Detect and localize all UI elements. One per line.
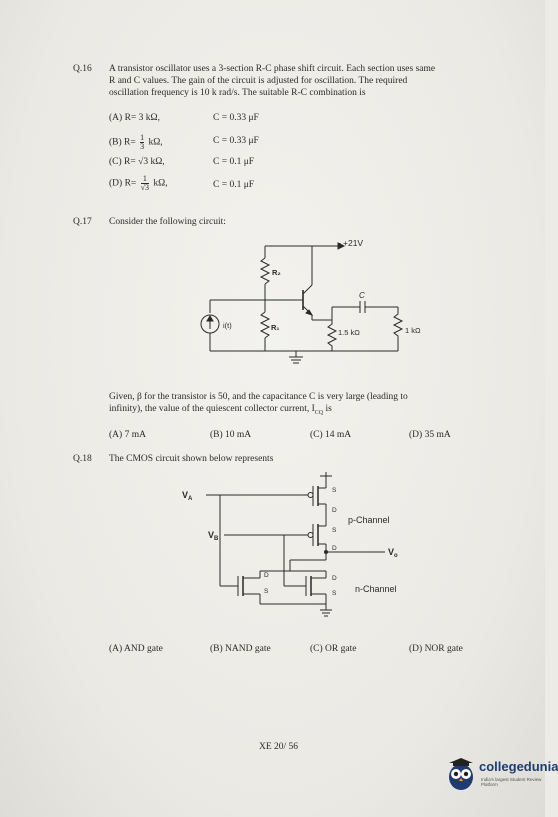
q18-option-c: (C) OR gate bbox=[310, 644, 357, 654]
q16-option-a-c: C = 0.33 μF bbox=[213, 113, 259, 123]
va-label: $V_A$ bbox=[182, 490, 193, 502]
q17-prompt: Consider the following circuit: bbox=[109, 217, 226, 227]
q16-line1: A transistor oscillator uses a 3-section R-C phase shift circuit. Each section uses same bbox=[109, 64, 436, 74]
source-label: i(t) bbox=[223, 321, 232, 330]
q17-given-line1: Given, β for the transistor is 50, and the capacitance C is very large (leading to bbox=[109, 392, 408, 402]
q16-option-b-r: (B) R= $\frac{1}{3}$ kΩ, bbox=[109, 133, 163, 151]
p1-source-label: S bbox=[332, 487, 337, 494]
r2-label: R₂ bbox=[272, 268, 281, 277]
logo-name: collegedunia bbox=[479, 759, 558, 774]
na-drain-label: D bbox=[264, 572, 269, 579]
p1-drain-label: D bbox=[332, 507, 337, 514]
q16-option-a-r: (A) R= 3 kΩ, bbox=[109, 113, 160, 123]
p2-source-label: S bbox=[332, 527, 337, 534]
vo-label: $V_o$ bbox=[388, 547, 398, 559]
q16-option-c-r: (C) R= √3 kΩ, bbox=[109, 157, 165, 167]
q18-cmos-diagram bbox=[180, 468, 430, 618]
n-channel-label: n-Channel bbox=[355, 584, 397, 594]
supply-label: +21V bbox=[343, 238, 364, 248]
owl-icon bbox=[445, 757, 477, 791]
logo-tagline: India's largest Student Review Platform bbox=[481, 777, 542, 787]
q18-prompt: The CMOS circuit shown below represents bbox=[109, 454, 274, 464]
capacitor-label: C bbox=[359, 291, 365, 300]
q18-option-d: (D) NOR gate bbox=[409, 644, 463, 654]
q16-option-d-r: (D) R= $\frac{1}{√3}$ kΩ, bbox=[109, 174, 168, 192]
nb-drain-label: D bbox=[332, 575, 337, 582]
q16-option-c-c: C = 0.1 μF bbox=[213, 157, 255, 167]
q16-line2: R and C values. The gain of the circuit is adjusted for oscillation. The required bbox=[109, 76, 408, 86]
collegedunia-logo[interactable] bbox=[441, 755, 558, 795]
q16-option-b-c: C = 0.33 μF bbox=[213, 136, 259, 146]
q18-option-a: (A) AND gate bbox=[109, 644, 163, 654]
q17-option-c: (C) 14 mA bbox=[310, 430, 352, 440]
q18-option-b: (B) NAND gate bbox=[210, 644, 271, 654]
q17-given-line2: infinity), the value of the quiescent collector current, $I_{CQ}$ is bbox=[109, 404, 332, 416]
p2-drain-label: D bbox=[332, 545, 337, 552]
q17-circuit-diagram bbox=[190, 230, 450, 370]
vb-label: $V_B$ bbox=[208, 530, 219, 542]
q17-number: Q.17 bbox=[73, 217, 92, 227]
na-source-label: S bbox=[264, 588, 269, 595]
rl-label: 1 kΩ bbox=[405, 326, 421, 335]
page-footer: XE 20/ 56 bbox=[259, 742, 299, 752]
q16-option-d-c: C = 0.1 μF bbox=[213, 180, 255, 190]
q16-line3: oscillation frequency is 10 k rad/s. The suitable R-C combination is bbox=[109, 88, 366, 98]
re-label: 1.5 kΩ bbox=[338, 328, 360, 337]
q17-option-a: (A) 7 mA bbox=[109, 430, 146, 440]
q18-number: Q.18 bbox=[73, 454, 92, 464]
q16-number: Q.16 bbox=[73, 64, 92, 74]
p-channel-label: p-Channel bbox=[348, 515, 390, 525]
nb-source-label: S bbox=[332, 590, 337, 597]
q17-option-b: (B) 10 mA bbox=[210, 430, 252, 440]
q17-option-d: (D) 35 mA bbox=[409, 430, 451, 440]
r1-label: R₁ bbox=[271, 323, 280, 332]
